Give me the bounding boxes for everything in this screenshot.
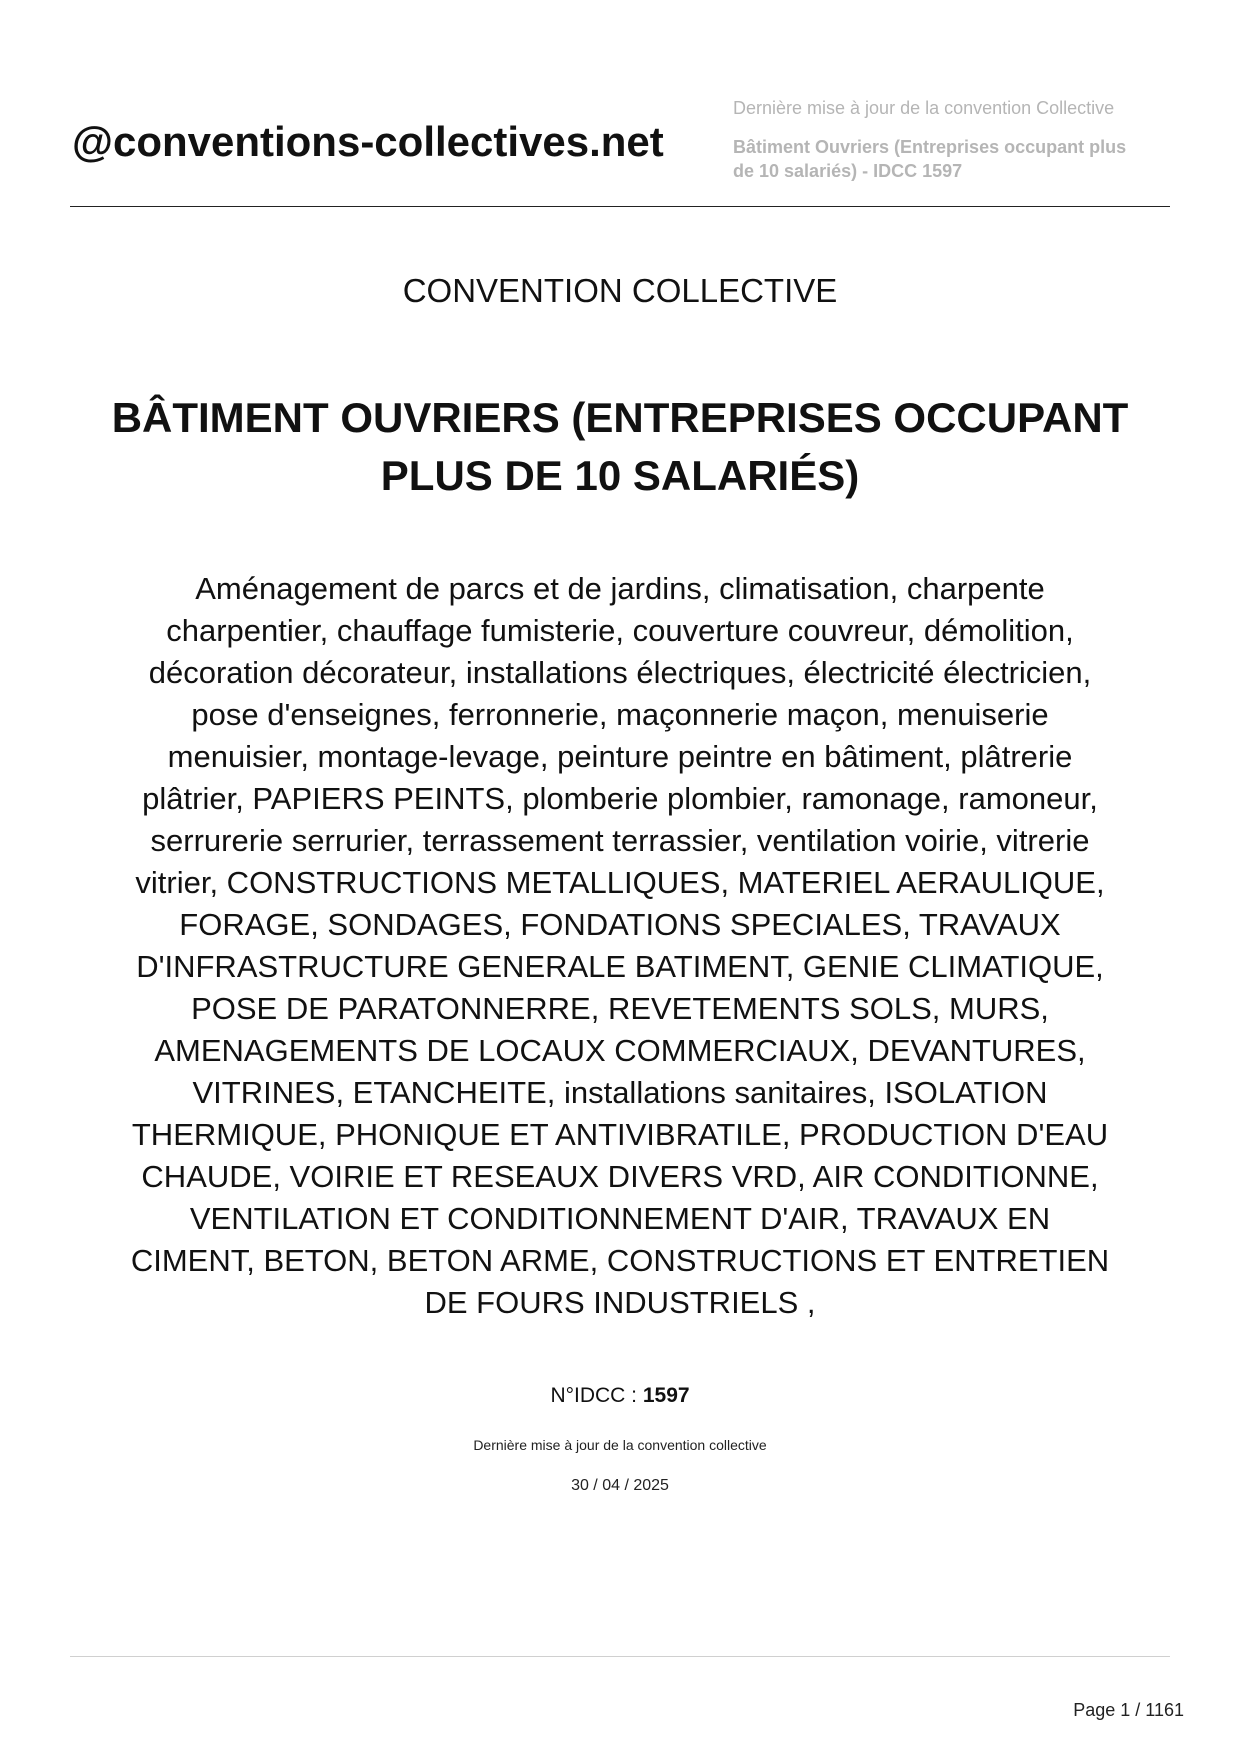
activity-line: POSE DE PARATONNERRE, REVETEMENTS SOLS, MURS, (191, 991, 1049, 1026)
activity-line: vitrier, CONSTRUCTIONS METALLIQUES, MATERIEL AERAULIQUE, (135, 865, 1105, 900)
header-divider (70, 206, 1170, 207)
activity-line: AMENAGEMENTS DE LOCAUX COMMERCIAUX, DEVANTURES, (154, 1033, 1086, 1068)
activity-line: décoration décorateur, installations électriques, électricité électricien, (148, 655, 1092, 690)
page-number: Page 1 / 1161 (1073, 1700, 1184, 1720)
document-title-line-2: PLUS DE 10 SALARIÉS) (380, 452, 860, 499)
document-type: CONVENTION COLLECTIVE (402, 272, 838, 309)
activity-line: DE FOURS INDUSTRIELS , (424, 1285, 816, 1320)
activity-line: Aménagement de parcs et de jardins, climatisation, charpente (195, 571, 1045, 606)
activity-line: VENTILATION ET CONDITIONNEMENT D'AIR, TRAVAUX EN (189, 1201, 1051, 1236)
activity-line: D'INFRASTRUCTURE GENERALE BATIMENT, GENIE CLIMATIQUE, (136, 949, 1104, 984)
activity-line: menuisier, montage-levage, peinture peintre en bâtiment, plâtrerie (167, 739, 1073, 774)
footer-divider (70, 1656, 1170, 1657)
update-date: 30 / 04 / 2025 (571, 1477, 669, 1494)
idcc-label: N°IDCC : (550, 1384, 643, 1407)
activity-line: plâtrier, PAPIERS PEINTS, plomberie plombier, ramonage, ramoneur, (142, 781, 1098, 816)
activity-line: FORAGE, SONDAGES, FONDATIONS SPECIALES, TRAVAUX (179, 907, 1061, 942)
activity-line: pose d'enseignes, ferronnerie, maçonnerie maçon, menuiserie (191, 697, 1049, 732)
header-meta-label: Dernière mise à jour de la convention Collective (733, 98, 1115, 118)
activity-list (60, 568, 1180, 1324)
document-title (60, 389, 1180, 505)
activity-line: CIMENT, BETON, BETON ARME, CONSTRUCTIONS ET ENTRETIEN (130, 1243, 1110, 1278)
site-name: @conventions-collectives.net (72, 118, 664, 165)
activity-line: charpentier, chauffage fumisterie, couverture couvreur, démolition, (166, 613, 1074, 648)
update-label: Dernière mise à jour de la convention collective (473, 1437, 767, 1453)
idcc-number (0, 1384, 1240, 1408)
activity-line: THERMIQUE, PHONIQUE ET ANTIVIBRATILE, PRODUCTION D'EAU (131, 1117, 1109, 1152)
header-meta-title-line-2: de 10 salariés) - IDCC 1597 (733, 161, 963, 181)
activity-line: serrurerie serrurier, terrassement terrassier, ventilation voirie, vitrerie (150, 823, 1090, 858)
header-meta-title (733, 135, 1173, 183)
idcc-value: 1597 (642, 1384, 690, 1407)
document-title-line-1: BÂTIMENT OUVRIERS (ENTREPRISES OCCUPANT (111, 394, 1129, 441)
activity-line: CHAUDE, VOIRIE ET RESEAUX DIVERS VRD, AIR CONDITIONNE, (141, 1159, 1099, 1194)
header-meta (733, 96, 1173, 183)
activity-line: VITRINES, ETANCHEITE, installations sanitaires, ISOLATION (192, 1075, 1048, 1110)
header-meta-title-line-1: Bâtiment Ouvriers (Entreprises occupant plus (733, 137, 1127, 157)
